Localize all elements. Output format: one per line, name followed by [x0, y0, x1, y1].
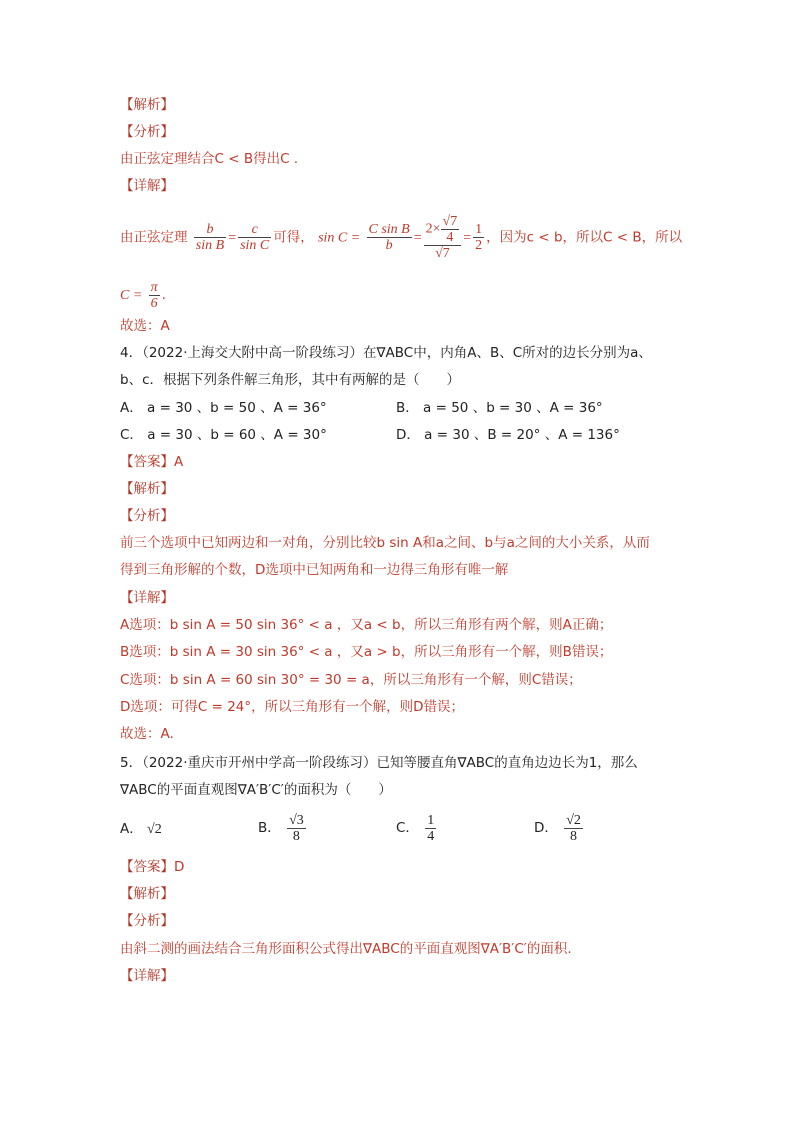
- q5-opt-a-value: √2: [147, 822, 162, 837]
- q5-opt-c-label: C．: [396, 820, 419, 836]
- q3-result: C = $\frac{\pi}{6}$ .: [120, 279, 166, 311]
- q4-detail-a: A选项：b sin A = 50 sin 36° < a ，又a < b，所以三角形有两个解，则A正确；: [120, 617, 613, 633]
- q5-answer-value: D: [174, 859, 185, 875]
- frac4-inner-den: 4: [446, 230, 454, 245]
- q3-detail-because: ，因为c < b，所以C < B，所以: [486, 229, 683, 246]
- q5-option-b: [258, 808, 308, 848]
- q5-option-c: [396, 808, 438, 848]
- daan-label: 【答案】: [120, 859, 174, 875]
- q4-detail-d: D选项：可得C = 24°，所以三角形有一个解，则D错误；: [120, 699, 465, 715]
- frac-num: √2: [566, 812, 581, 828]
- q4-detail-b: B选项：b sin A = 30 sin 36° < a ，又a > b，所以三角形有一个解，则B错误；: [120, 644, 613, 660]
- frac-den: 4: [427, 828, 435, 844]
- q5-opt-b-fraction: [287, 813, 306, 844]
- fraction-b-sinB: [194, 222, 226, 253]
- q5-opt-b-label: B．: [258, 820, 281, 836]
- q4-detail-c: C选项：b sin A = 60 sin 30° = 30 = a，所以三角形有一个解，则C错误；: [120, 672, 582, 688]
- frac-num: √3: [289, 812, 304, 828]
- q5-opt-d-fraction: [564, 813, 583, 844]
- fraction-one-half: [473, 222, 484, 253]
- frac-num: b: [194, 222, 226, 238]
- q3-choose: 故选：A: [120, 318, 170, 334]
- q5-opt-c-fraction: [425, 813, 436, 844]
- frac-den: sin B: [195, 238, 225, 253]
- fraction-pi-6: [149, 280, 160, 311]
- result-c: C =: [120, 288, 143, 303]
- xiangjie-label: 【详解】: [120, 590, 174, 606]
- q4-analysis-line2: 得到三角形解的个数，D选项中已知两角和一边得三角形有唯一解: [120, 562, 509, 578]
- frac-den: b: [385, 238, 393, 253]
- sinC-expr: sin C =: [318, 230, 361, 246]
- frac-den: 6: [150, 295, 158, 311]
- fraction-CsinB-b: [367, 222, 412, 253]
- fraction-c-sinC: [238, 222, 271, 253]
- q5-opt-d-label: D．: [534, 820, 558, 836]
- jiexi-label: 【解析】: [120, 481, 174, 497]
- xiangjie-label: 【详解】: [120, 968, 174, 984]
- q3-detail-mid: 可得，: [273, 229, 314, 246]
- frac-num: c: [238, 222, 271, 238]
- daan-label: 【答案】: [120, 454, 174, 470]
- q3-analysis: 由正弦定理结合C < B得出C .: [120, 151, 299, 167]
- q4-answer-value: A: [174, 454, 184, 470]
- q5-opt-a-label: A．: [120, 821, 143, 837]
- fraction-nested: [424, 214, 462, 261]
- fenxi-label: 【分析】: [120, 913, 174, 929]
- q3-detail-prefix: 由正弦定理: [120, 229, 188, 246]
- frac-den: sin C: [240, 238, 270, 253]
- frac-num: C sin B: [368, 222, 410, 237]
- jiexi-label: 【解析】: [120, 97, 174, 113]
- q5-answer: [120, 858, 184, 876]
- q5-stem-line2: ∇ABC的平面直观图∇A′B′C′的面积为（ ）: [120, 782, 392, 798]
- q5-option-d: [534, 808, 585, 848]
- q4-answer: [120, 453, 183, 471]
- jiexi-label: 【解析】: [120, 886, 174, 902]
- fenxi-label: 【分析】: [120, 508, 174, 524]
- frac-den: 8: [292, 828, 300, 844]
- frac-num: 1: [475, 222, 483, 237]
- q5-option-a: [120, 818, 162, 841]
- q3-detail-line: 由正弦定理 $\frac{b}{\text{sin B}}$ = $\frac{c}{\text{sin C}}$ 可得， sin C = $\frac{\text{C sin B}}{b}$ = 2× $\frac{√7}{4}$ √7 = $\frac{1}{2}$ ，因为c < b，所以C < B，所以: [120, 214, 683, 261]
- q4-analysis-line1: 前三个选项中已知两边和一对角，分别比较b sin A和a之间、b与a之间的大小关系，从而: [120, 535, 650, 551]
- frac-den: 2: [475, 238, 483, 253]
- xiangjie-label: 【详解】: [120, 178, 174, 194]
- q4-option-a: A． a = 30 、b = 50 、A = 36°: [120, 400, 327, 416]
- q4-option-d: D． a = 30 、B = 20° 、A = 136°: [396, 427, 620, 443]
- q4-stem-line2: b、c．根据下列条件解三角形，其中有两解的是（ ）: [120, 372, 460, 388]
- frac4-den: √7: [435, 246, 450, 261]
- q5-stem-line1: 5．（2022·重庆市开州中学高一阶段练习）已知等腰直角∇ABC的直角边边长为1，那么: [120, 755, 638, 771]
- frac-num: 1: [427, 812, 435, 828]
- frac-num: π: [150, 279, 158, 295]
- q4-option-c: C． a = 30 、b = 60 、A = 30°: [120, 427, 327, 443]
- q4-choose: 故选：A.: [120, 726, 174, 742]
- q4-option-b: B． a = 50 、b = 30 、A = 36°: [396, 400, 603, 416]
- q5-analysis: 由斜二测的画法结合三角形面积公式得出∇ABC的平面直观图∇A′B′C′的面积.: [120, 941, 572, 957]
- fenxi-label: 【分析】: [120, 124, 174, 140]
- frac4-num-top: 2×: [425, 221, 441, 237]
- frac4-inner-num: √7: [442, 214, 458, 229]
- frac-den: 8: [570, 828, 578, 844]
- q4-stem-line1: 4．（2022·上海交大附中高一阶段练习）在∇ABC中，内角A、B、C所对的边长分别为a、: [120, 345, 652, 361]
